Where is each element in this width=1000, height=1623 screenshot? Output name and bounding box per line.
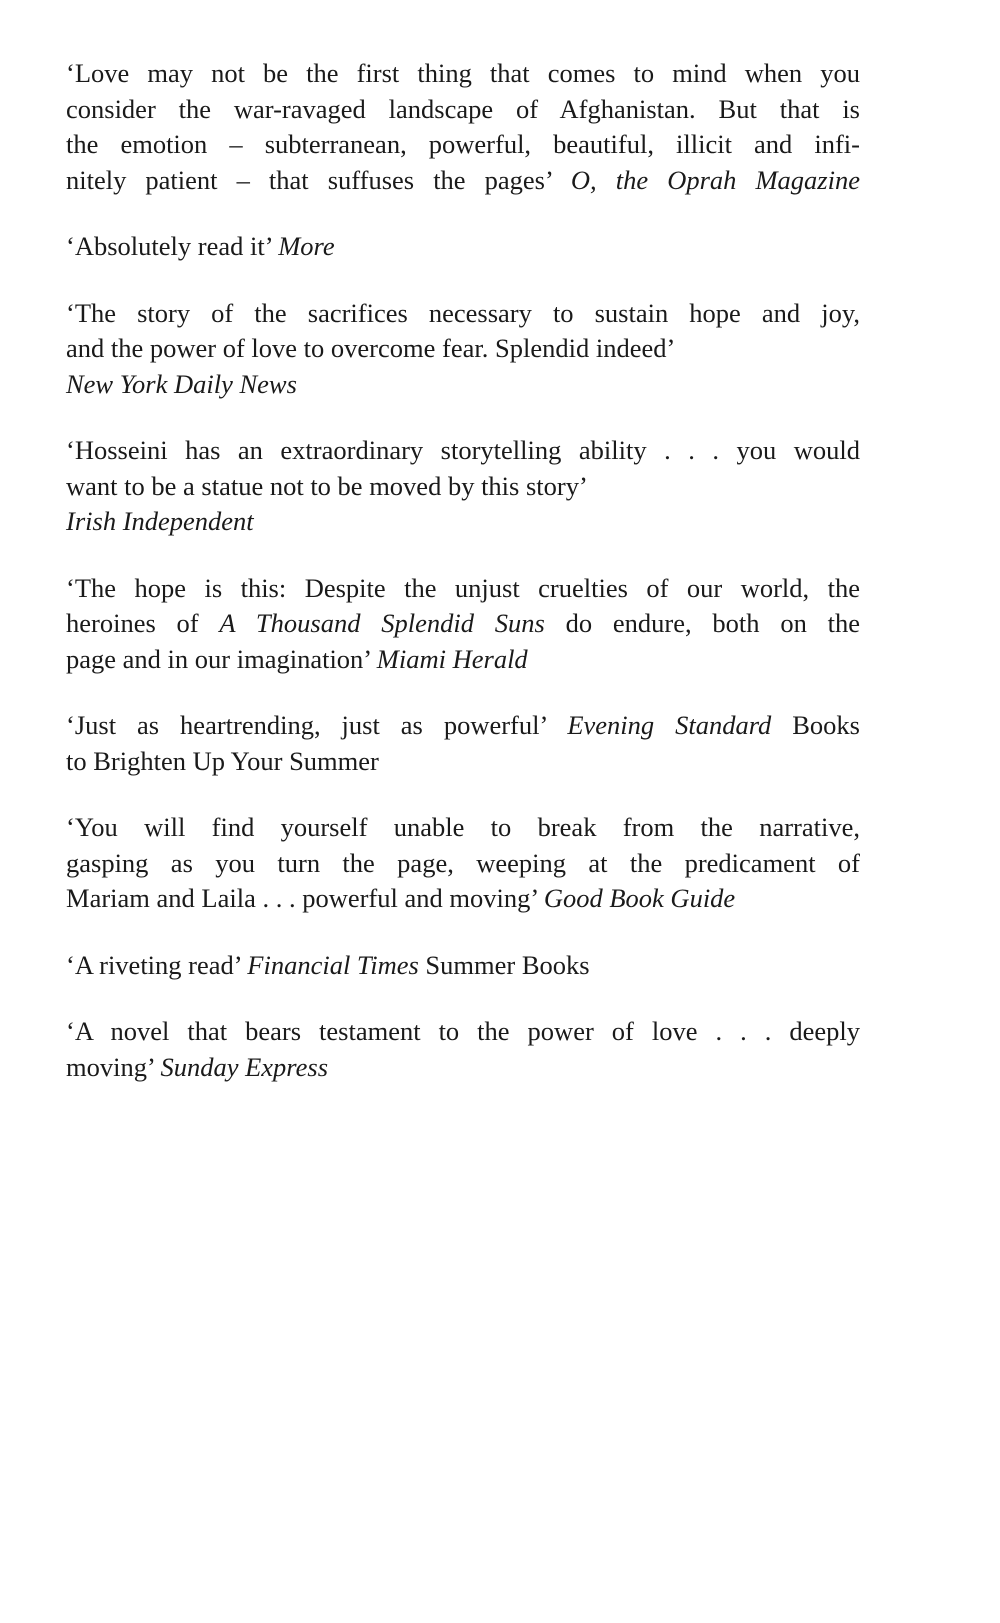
italic-text: O, the Oprah Magazine: [570, 164, 860, 195]
quote-text: do endure, both on the: [544, 608, 860, 638]
quote-text: nitely patient – that suffuses the pages’: [66, 164, 571, 195]
quote-text: ‘Love may not be the first thing that comes to mind when you: [66, 58, 860, 88]
quote-line: [66, 846, 860, 882]
italic-text: New York Daily News: [66, 368, 297, 399]
review-quote: [66, 433, 860, 540]
quote-text: and the power of love to overcome fear. Splendid indeed’: [66, 333, 676, 363]
quote-line: [66, 606, 860, 642]
quote-text: ‘Absolutely read it’: [66, 231, 279, 261]
italic-text: Sunday Express: [160, 1051, 329, 1082]
quote-text: ‘A riveting read’: [66, 949, 248, 980]
quote-line: [66, 469, 860, 505]
quote-text: Summer Books: [418, 949, 590, 980]
review-quote: [66, 56, 860, 198]
quote-text: Mariam and Laila . . . powerful and moving’: [66, 883, 544, 913]
quote-line: [66, 810, 860, 846]
italic-text: Good Book Guide: [543, 883, 736, 913]
italic-text: Evening Standard: [567, 710, 772, 740]
quote-text: ‘The hope is this: Despite the unjust cruelties of our world, the: [66, 572, 860, 603]
quote-line: [66, 948, 860, 984]
quote-line: [66, 571, 860, 607]
quote-text: page and in our imagination’: [66, 643, 377, 674]
quote-line: [66, 642, 860, 678]
quote-line: [66, 92, 860, 128]
review-quote: [66, 708, 860, 779]
review-quote: [66, 229, 860, 265]
quote-text: the emotion – subterranean, powerful, beautiful, illicit and infi-: [66, 129, 860, 159]
quote-line: [66, 1014, 860, 1050]
quote-line: [66, 296, 860, 332]
quote-text: ‘You will find yourself unable to break from the narrative,: [66, 812, 860, 842]
review-quote: [66, 1014, 860, 1085]
quote-line: [66, 708, 860, 744]
quote-line: [66, 744, 860, 780]
review-quote: [66, 810, 860, 917]
praise-page: [66, 56, 860, 1116]
quote-text: Books: [771, 710, 860, 740]
quote-line: [66, 331, 860, 367]
italic-text: A Thousand Splendid Suns: [219, 608, 545, 638]
quote-text: heroines of: [66, 608, 220, 638]
quote-text: to Brighten Up Your Summer: [66, 745, 379, 776]
quote-text: ‘A novel that bears testament to the power of love . . . deeply: [66, 1016, 860, 1046]
quote-text: ‘Hosseini has an extraordinary storytelling ability . . . you would: [66, 435, 860, 465]
italic-text: Miami Herald: [376, 643, 528, 674]
quote-text: ‘The story of the sacrifices necessary to sustain hope and joy,: [66, 297, 860, 328]
quote-line: [66, 881, 860, 917]
italic-text: More: [278, 231, 335, 261]
quote-line: [66, 1050, 860, 1086]
quote-line: [66, 127, 860, 163]
quote-line: [66, 56, 860, 92]
quote-text: gasping as you turn the page, weeping at the predicament of: [66, 847, 860, 878]
review-quote: [66, 296, 860, 403]
quote-text: want to be a statue not to be moved by this story’: [66, 470, 588, 501]
review-quote: [66, 571, 860, 678]
quote-text: consider the war-ravaged landscape of Afghanistan. But that is: [66, 93, 860, 124]
quote-line: [66, 163, 860, 199]
quote-text: ‘Just as heartrending, just as powerful’: [66, 710, 568, 740]
italic-text: Financial Times: [247, 949, 419, 980]
review-quote: [66, 948, 860, 984]
quote-line: [66, 433, 860, 469]
italic-text: Irish Independent: [66, 506, 254, 536]
quote-line: [66, 229, 860, 265]
quote-text: moving’: [66, 1051, 161, 1082]
quote-line: [66, 367, 860, 403]
quote-line: [66, 504, 860, 540]
